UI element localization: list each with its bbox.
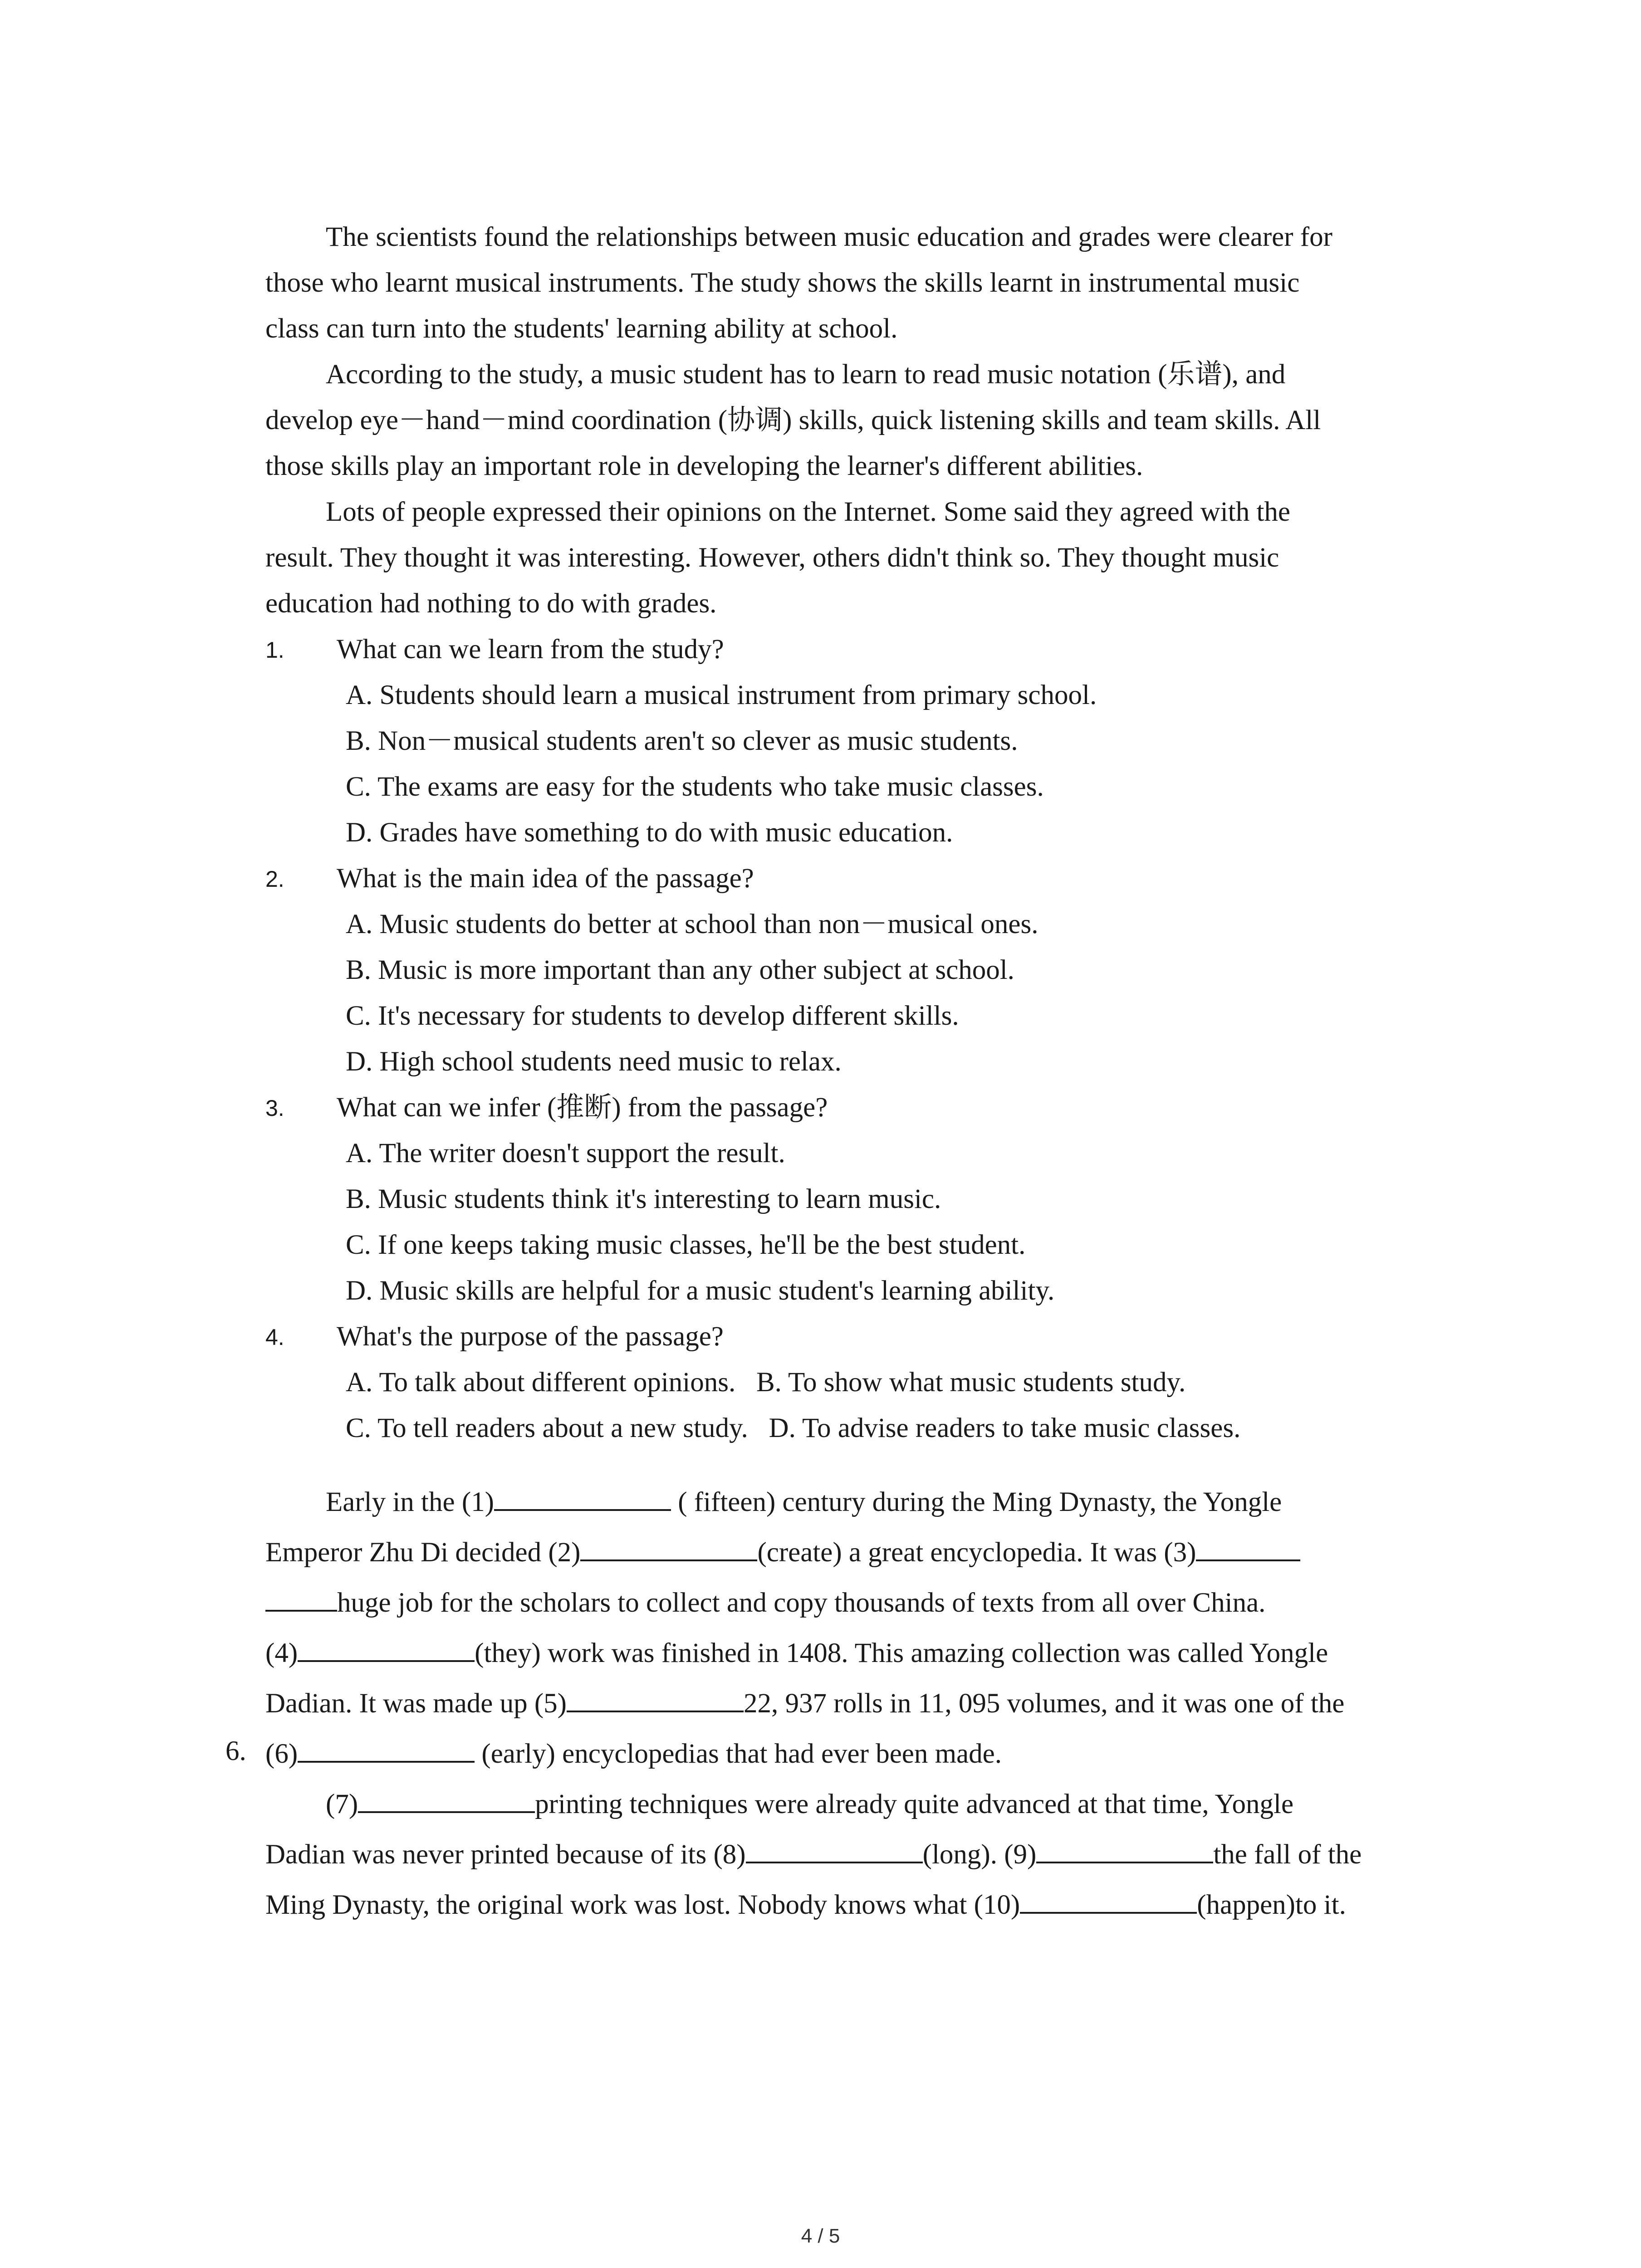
option-text: B. Non－musical students aren't so clever as music students. xyxy=(346,726,1018,756)
cloze-line xyxy=(265,1838,1362,1868)
cloze-line xyxy=(265,1687,1344,1717)
page-number: 4 / 5 xyxy=(801,2225,840,2247)
cloze-text: (early) encyclopedias that had ever been made. xyxy=(475,1739,1002,1769)
question-number: 3. xyxy=(265,1095,284,1121)
question-number: 1. xyxy=(265,637,284,663)
question-stem: What is the main idea of the passage? xyxy=(337,863,754,894)
cloze-text: Dadian. It was made up (5) xyxy=(265,1688,567,1719)
cloze-text: (they) work was finished in 1408. This amazing collection was called Yongle xyxy=(475,1638,1328,1668)
option-text: D. High school students need music to relax. xyxy=(346,1046,842,1077)
blank-9[interactable] xyxy=(1036,1838,1213,1863)
blank-3b[interactable] xyxy=(265,1586,337,1612)
question-number: 2. xyxy=(265,866,284,892)
passage-line: Lots of people expressed their opinions on the Internet. Some said they agreed with the xyxy=(326,497,1290,527)
cloze-line xyxy=(265,1586,1265,1617)
blank-1[interactable] xyxy=(494,1486,671,1511)
cloze-text: Ming Dynasty, the original work was lost. Nobody knows what (10) xyxy=(265,1890,1020,1920)
blank-10[interactable] xyxy=(1020,1888,1197,1914)
cloze-text: the fall of the xyxy=(1213,1839,1362,1870)
question-stem: What can we infer (推断) from the passage? xyxy=(337,1092,828,1123)
cloze-line xyxy=(265,1888,1346,1919)
option-text: C. It's necessary for students to develop different skills. xyxy=(346,1001,959,1031)
passage-line: develop eye－hand－mind coordination (协调) skills, quick listening skills and team skills. All xyxy=(265,405,1321,435)
option-text: C. The exams are easy for the students who take music classes. xyxy=(346,772,1044,802)
option-text: C. If one keeps taking music classes, he'll be the best student. xyxy=(346,1230,1026,1260)
blank-4[interactable] xyxy=(298,1637,475,1662)
cloze-text: Dadian was never printed because of its (8) xyxy=(265,1839,746,1870)
blank-6[interactable] xyxy=(298,1737,475,1763)
passage-line: education had nothing to do with grades. xyxy=(265,588,717,619)
cloze-line xyxy=(265,1536,1300,1566)
cloze-text: Early in the (1) xyxy=(326,1487,494,1517)
cloze-text: (happen)to it. xyxy=(1197,1890,1346,1920)
cloze-line xyxy=(326,1486,1282,1516)
option-text: A. Students should learn a musical instrument from primary school. xyxy=(346,680,1097,710)
option-text: A. To talk about different opinions. B. To show what music students study. xyxy=(346,1367,1186,1398)
cloze-text: printing techniques were already quite advanced at that time, Yongle xyxy=(535,1789,1294,1819)
question-number: 4. xyxy=(265,1325,284,1350)
cloze-text: huge job for the scholars to collect and copy thousands of texts from all over China. xyxy=(337,1588,1266,1618)
question-stem: What's the purpose of the passage? xyxy=(337,1321,724,1352)
option-text: B. Music is more important than any other subject at school. xyxy=(346,955,1014,985)
passage-line: According to the study, a music student has to learn to read music notation (乐谱), and xyxy=(326,359,1286,390)
passage-line: those who learnt musical instruments. The study shows the skills learnt in instrumental music xyxy=(265,268,1300,298)
blank-2[interactable] xyxy=(580,1536,757,1561)
section-number: 6. xyxy=(225,1736,246,1766)
option-text: A. Music students do better at school than non－musical ones. xyxy=(346,909,1038,939)
blank-5[interactable] xyxy=(567,1687,744,1712)
cloze-text: (long). (9) xyxy=(922,1839,1037,1870)
cloze-text: (4) xyxy=(265,1638,298,1668)
passage-line: class can turn into the students' learning ability at school. xyxy=(265,313,898,344)
passage-line: result. They thought it was interesting. However, others didn't think so. They thought music xyxy=(265,543,1279,573)
cloze-line xyxy=(265,1637,1328,1667)
question-stem: What can we learn from the study? xyxy=(337,634,724,665)
option-text: B. Music students think it's interesting to learn music. xyxy=(346,1184,941,1214)
option-text: A. The writer doesn't support the result. xyxy=(346,1138,785,1168)
cloze-text: (create) a great encyclopedia. It was (3) xyxy=(757,1537,1196,1568)
cloze-text: (7) xyxy=(326,1789,358,1819)
blank-7[interactable] xyxy=(358,1788,535,1813)
option-text: D. Grades have something to do with music education. xyxy=(346,817,953,848)
passage-line: those skills play an important role in developing the learner's different abilities. xyxy=(265,451,1143,481)
cloze-text: Emperor Zhu Di decided (2) xyxy=(265,1537,581,1568)
cloze-text: 22, 937 rolls in 11, 095 volumes, and it was one of the xyxy=(744,1688,1345,1719)
blank-8[interactable] xyxy=(746,1838,923,1863)
cloze-text: ( fifteen) century during the Ming Dynasty, the Yongle xyxy=(671,1487,1282,1517)
option-text: C. To tell readers about a new study. D. To advise readers to take music classes. xyxy=(346,1413,1241,1443)
option-text: D. Music skills are helpful for a music student's learning ability. xyxy=(346,1276,1055,1306)
passage-line: The scientists found the relationships between music education and grades were clearer for xyxy=(326,222,1332,252)
cloze-text: (6) xyxy=(265,1739,298,1769)
blank-3a[interactable] xyxy=(1196,1536,1300,1561)
cloze-line xyxy=(326,1788,1293,1818)
cloze-line xyxy=(265,1737,1002,1768)
